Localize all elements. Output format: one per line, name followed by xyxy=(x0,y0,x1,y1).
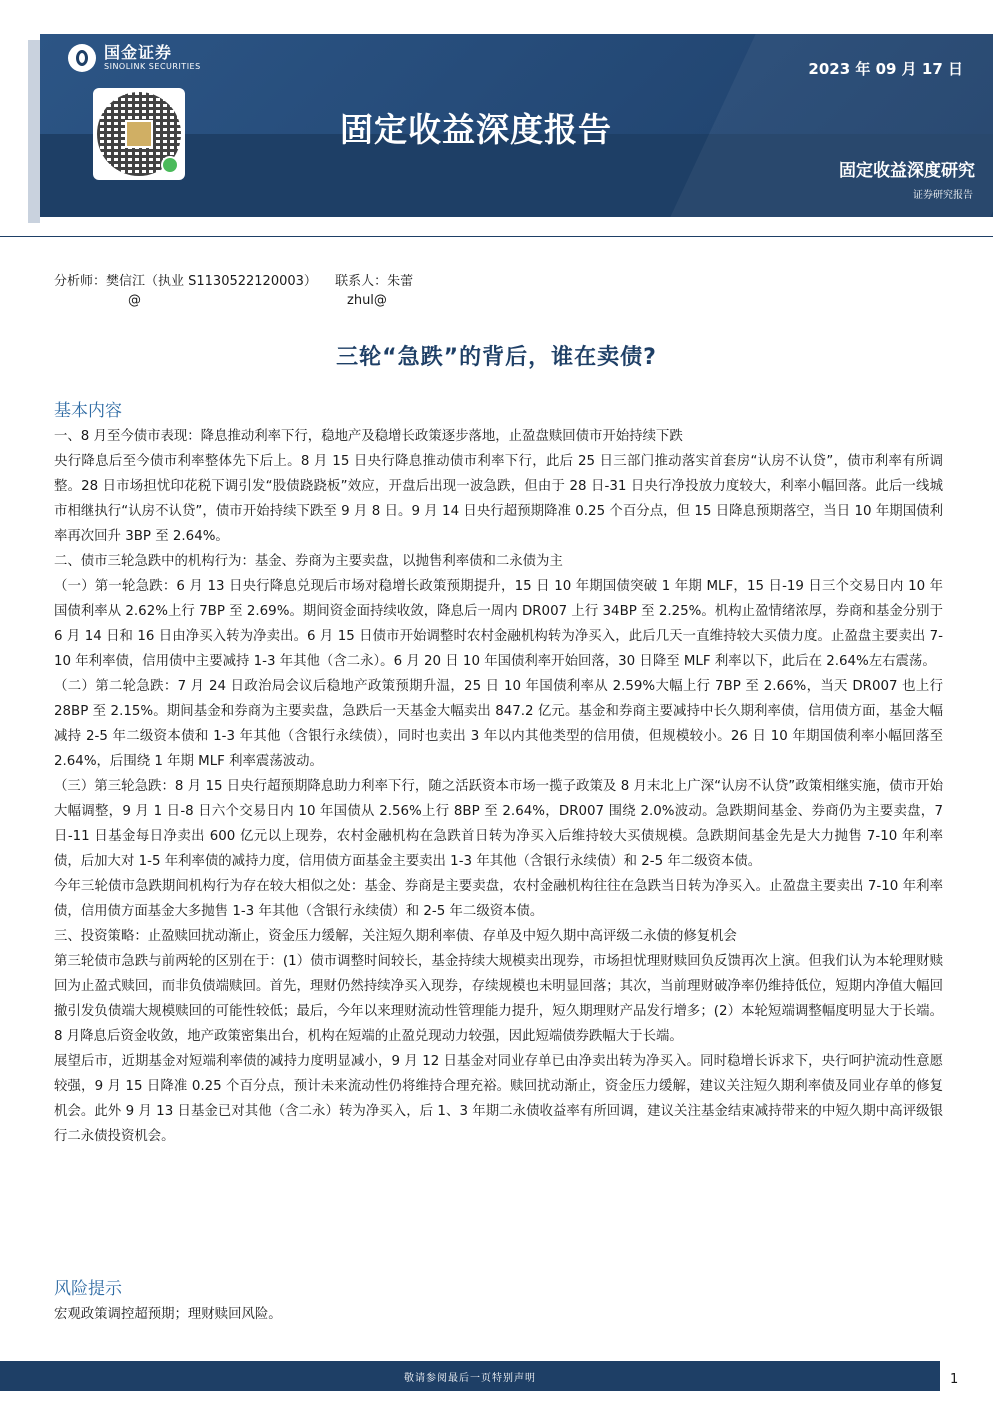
paragraph: 宏观政策调控超预期；理财赎回风险。 xyxy=(54,1307,282,1322)
paragraph: 今年三轮债市急跌期间机构行为存在较大相似之处：基金、券商是主要卖盘，农村金融机构往往在急跌当日转为净买入。止盈盘主要卖出 7-10 年利率债，信用债方面基金大多抛售 1-3 年其他（含银行永续债）和 2-5 年二级资本债。 xyxy=(54,879,943,919)
logo-cn: 国金证券 xyxy=(104,43,173,62)
report-title: 固定收益深度报告 xyxy=(340,110,612,149)
section-title-basic: 基本内容 xyxy=(54,401,122,421)
mini-program-icon xyxy=(161,156,179,174)
author-row xyxy=(54,272,413,291)
section-body-risk xyxy=(54,1302,943,1327)
contact-email[interactable]: zhul@ xyxy=(347,293,387,308)
qr-center-logo-icon xyxy=(125,120,153,148)
section-title-risk: 风险提示 xyxy=(54,1279,122,1299)
paragraph: （一）第一轮急跌：6 月 13 日央行降息兑现后市场对稳增长政策预期提升，15 日 10 年期国债突破 1 年期 MLF，15 日-19 日三个交易日内 10 年国债利率从 2.62%上行 7BP 至 2.69%。期间资金面持续收敛，降息后一周内 DR007 上行 34BP 至 2.25%。机构止盈情绪浓厚，券商和基金分别于 6 月 14 日和 16 日由净买入转为净卖出。6 月 15 日债市开始调整时农村金融机构转为净买入，此后几天一直维持较大买债力度。止盈盘主要卖出 7-10 年利率债，信用债中主要减持 1-3 年其他（含二永）。6 月 20 日 10 年国债利率开始回落，30 日降至 MLF 利率以下，此后在 2.64%左右震荡。 xyxy=(54,579,943,669)
paragraph: 二、债市三轮急跌中的机构行为：基金、券商为主要卖盘，以抛售利率债和二永债为主 xyxy=(54,554,563,569)
paragraph: 三、投资策略：止盈赎回扰动渐止，资金压力缓解，关注短久期利率债、存单及中短久期中高评级二永债的修复机会 xyxy=(54,929,737,944)
qr-code-icon xyxy=(97,92,181,176)
banner-shadow xyxy=(28,40,40,223)
qr-code xyxy=(93,88,185,180)
section-body-basic xyxy=(54,424,943,1149)
header-divider xyxy=(0,236,993,237)
company-logo xyxy=(68,44,201,72)
logo-text xyxy=(104,44,201,72)
contact-line: 联系人：朱蕾 xyxy=(335,274,414,289)
sinolink-logo-icon xyxy=(68,44,96,72)
report-category: 固定收益深度研究 xyxy=(839,161,975,181)
logo-en: SINOLINK SECURITIES xyxy=(104,62,201,71)
author-block xyxy=(54,272,414,308)
footer-notice[interactable]: 敬请参阅最后一页特别声明 xyxy=(404,1373,536,1384)
paragraph: 一、8 月至今债市表现：降息推动利率下行，稳地产及稳增长政策逐步落地，止盈盘赎回债市开始持续下跌 xyxy=(54,429,683,444)
paragraph: （三）第三轮急跌：8 月 15 日央行超预期降息助力利率下行，随之活跃资本市场一揽子政策及 8 月末北上广深“认房不认贷”政策相继实施，债市开始大幅调整，9 月 1 日-8 日六个交易日内 10 年国债从 2.56%上行 8BP 至 2.64%，DR007 围绕 2.0%波动。急跌期间基金、券商仍为主要卖盘，7 日-11 日基金每日净卖出 600 亿元以上现券，农村金融机构在急跌首日转为净买入后维持较大买债规模。急跌期间基金先是大力抛售 7-10 年利率债，后加大对 1-5 年利率债的减持力度，信用债方面基金主要卖出 1-3 年其他（含银行永续债）和 2-5 年二级资本债。 xyxy=(54,779,943,869)
analyst-email[interactable]: @ xyxy=(128,293,141,308)
paragraph: 第三轮债市急跌与前两轮的区别在于：(1）债市调整时间较长，基金持续大规模卖出现券，市场担忧理财赎回负反馈再次上演。但我们认为本轮理财赎回为止盈式赎回，而非负债端赎回。首先，理财仍然持续净买入现券，存续规模也未明显回落；其次，当前理财破净率仍维持低位，短期内净值大幅回撤引发负债端大规模赎回的可能性较低；最后，今年以来理财流动性管理能力提升，短久期理财产品发行增多；(2）本轮短端调整幅度明显大于长端。8 月降息后资金收敛，地产政策密集出台，机构在短端的止盈兑现动力较强，因此短端债券跌幅大于长端。 xyxy=(54,954,943,1044)
report-date: 2023 年 09 月 17 日 xyxy=(808,60,963,78)
page-number: 1 xyxy=(950,1372,959,1387)
paragraph: 展望后市，近期基金对短端利率债的减持力度明显减小，9 月 12 日基金对同业存单已由净卖出转为净买入。同时稳增长诉求下，央行呵护流动性意愿较强，9 月 15 日降准 0.25 个百分点，预计未来流动性仍将维持合理充裕。赎回扰动渐止，资金压力缓解，建议关注短久期利率债及同业存单的修复机会。此外 9 月 13 日基金已对其他（含二永）转为净买入，后 1、3 年期二永债收益率有所回调，建议关注基金结束减持带来的中短久期中高评级银行二永债投资机会。 xyxy=(54,1054,943,1144)
paragraph: 央行降息后至今债市利率整体先下后上。8 月 15 日央行降息推动债市利率下行，此后 25 日三部门推动落实首套房“认房不认贷”，债市利率有所调整。28 日市场担忧印花税下调引发“股债跷跷板”效应，开盘后出现一波急跌，但由于 28 日-31 日央行净投放力度较大，利率小幅回落。此后一线城市相继执行“认房不认贷”，债市开始持续下跌至 9 月 8 日。9 月 14 日央行超预期降准 0.25 个百分点，但 15 日降息预期落空，当日 10 年期国债利率再次回升 3BP 至 2.64%。 xyxy=(54,454,943,544)
headline: 三轮“急跌”的背后，谁在卖债? xyxy=(336,345,657,370)
report-type: 证券研究报告 xyxy=(913,190,973,201)
analyst-line: 分析师：樊信江（执业 S1130522120003） xyxy=(54,274,317,289)
paragraph: （二）第二轮急跌：7 月 24 日政治局会议后稳地产政策预期升温，25 日 10 年国债利率从 2.59%大幅上行 7BP 至 2.66%，当天 DR007 也上行 28BP 至 2.15%。期间基金和券商为主要卖盘，急跌后一天基金大幅卖出 847.2 亿元。基金和券商主要减持中长久期利率债，信用债方面，基金大幅减持 2-5 年二级资本债和 1-3 年其他（含银行永续债），同时也卖出 3 年以内其他类型的信用债，但规模较小。26 日 10 年期国债利率小幅回落至 2.64%，后围绕 1 年期 MLF 利率震荡波动。 xyxy=(54,679,943,769)
